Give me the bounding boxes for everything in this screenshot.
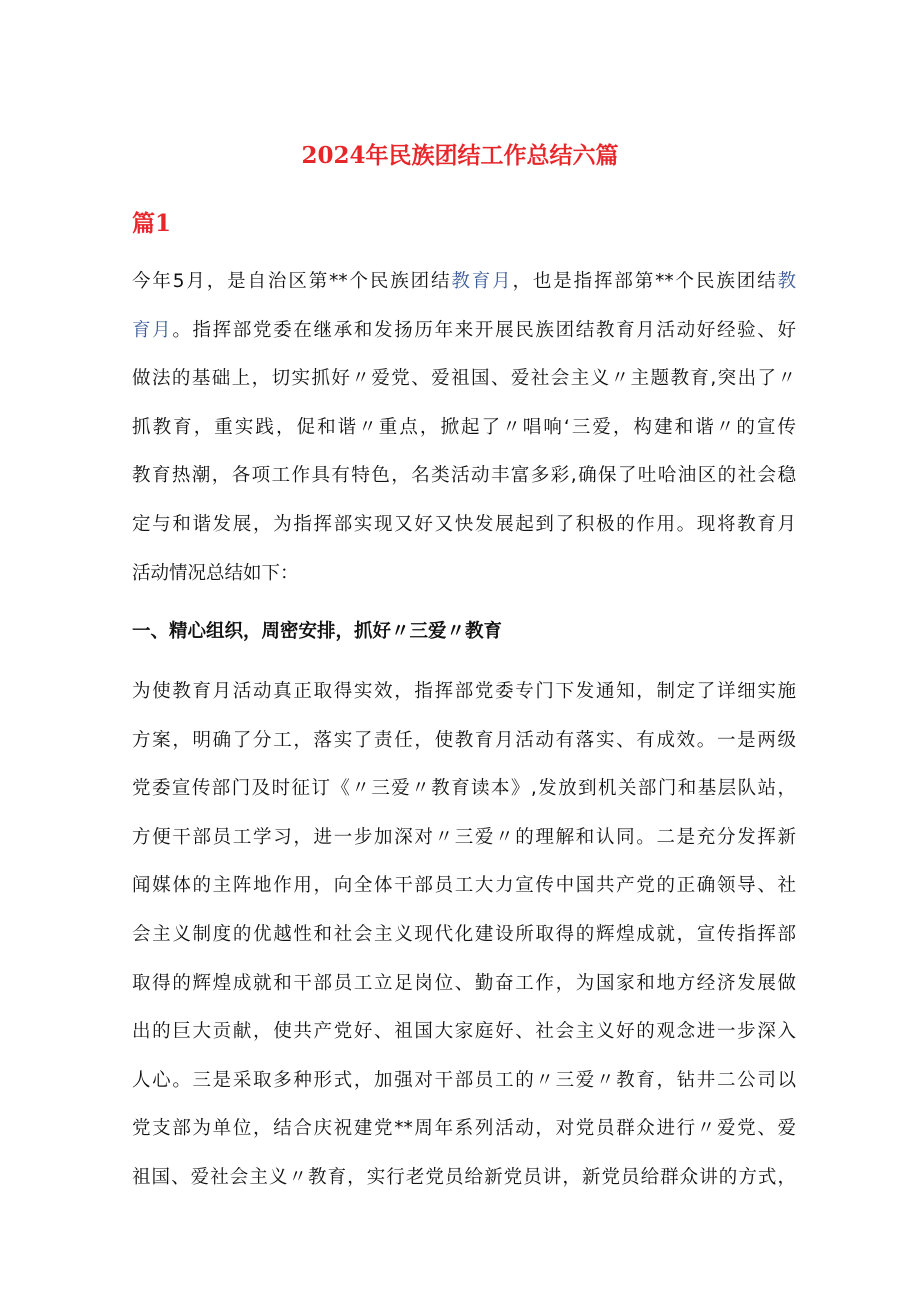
section-label: 篇1: [132, 210, 172, 237]
paragraph-line: 抓教育，重实践，促和谐〃重点，掀起了〃唱响‘三爱，构建和谐〃的宣传: [132, 416, 796, 438]
paragraph-line: 做法的基础上，切实抓好〃爱党、爱祖国、爱社会主义〃主题教育,突出了〃: [132, 368, 796, 390]
subheading: 一、精心组织，周密安排，抓好〃三爱〃教育: [132, 621, 503, 642]
paragraph-line: 今年5月，是自治区第**个民族团结教育月，也是指挥部第**个民族团结教: [132, 271, 796, 292]
intro-paragraph: [132, 258, 796, 598]
paragraph-line: 党委宣传部门及时征订《〃三爱〃教育读本》,发放到机关部门和基层队站，: [132, 778, 796, 800]
paragraph-line: 方案，明确了分工，落实了责任，使教育月活动有落实、有成效。一是两级: [132, 729, 796, 751]
paragraph-line: 祖国、爱社会主义〃教育，实行老党员给新党员讲，新党员给群众讲的方式，: [132, 1166, 796, 1188]
paragraph-line: 闻媒体的主阵地作用，向全体干部员工大力宣传中国共产党的正确领导、社: [132, 875, 796, 897]
paragraph-line: 育月。指挥部党委在继承和发扬历年来开展民族团结教育月活动好经验、好: [132, 319, 796, 341]
paragraph-line: 出的巨大贡献，使共产党好、祖国大家庭好、社会主义好的观念进一步深入: [132, 1021, 796, 1043]
paragraph-line: 教育热潮，各项工作具有特色，名类活动丰富多彩,确保了吐哈油区的社会稳: [132, 465, 796, 487]
document-title: 2024年民族团结工作总结六篇: [301, 142, 619, 169]
paragraph-line: 方便干部员工学习，进一步加深对〃三爱〃的理解和认同。二是充分发挥新: [132, 826, 796, 848]
paragraph-line: 定与和谐发展，为指挥部实现又好又快发展起到了积极的作用。现将教育月: [132, 513, 796, 535]
paragraph-line: 会主义制度的优越性和社会主义现代化建设所取得的辉煌成就，宣传指挥部: [132, 923, 796, 945]
paragraph-line: 党支部为单位，结合庆祝建党**周年系列活动，对党员群众进行〃爱党、爱: [132, 1118, 796, 1140]
keyword-link[interactable]: 教育月: [451, 271, 513, 292]
paragraph-line: 为使教育月活动真正取得实效，指挥部党委专门下发通知，制定了详细实施: [132, 681, 796, 702]
paragraph-line: 取得的辉煌成就和干部员工立足岗位、勤奋工作，为国家和地方经济发展做: [132, 972, 796, 994]
keyword-link[interactable]: 育月: [132, 319, 173, 341]
body-paragraph: [132, 668, 796, 1203]
paragraph-line: 活动情况总结如下：: [132, 562, 299, 584]
paragraph-line: 人心。三是采取多种形式，加强对干部员工的〃三爱〃教育，钻井二公司以: [132, 1069, 796, 1091]
keyword-link[interactable]: 教: [777, 271, 796, 292]
